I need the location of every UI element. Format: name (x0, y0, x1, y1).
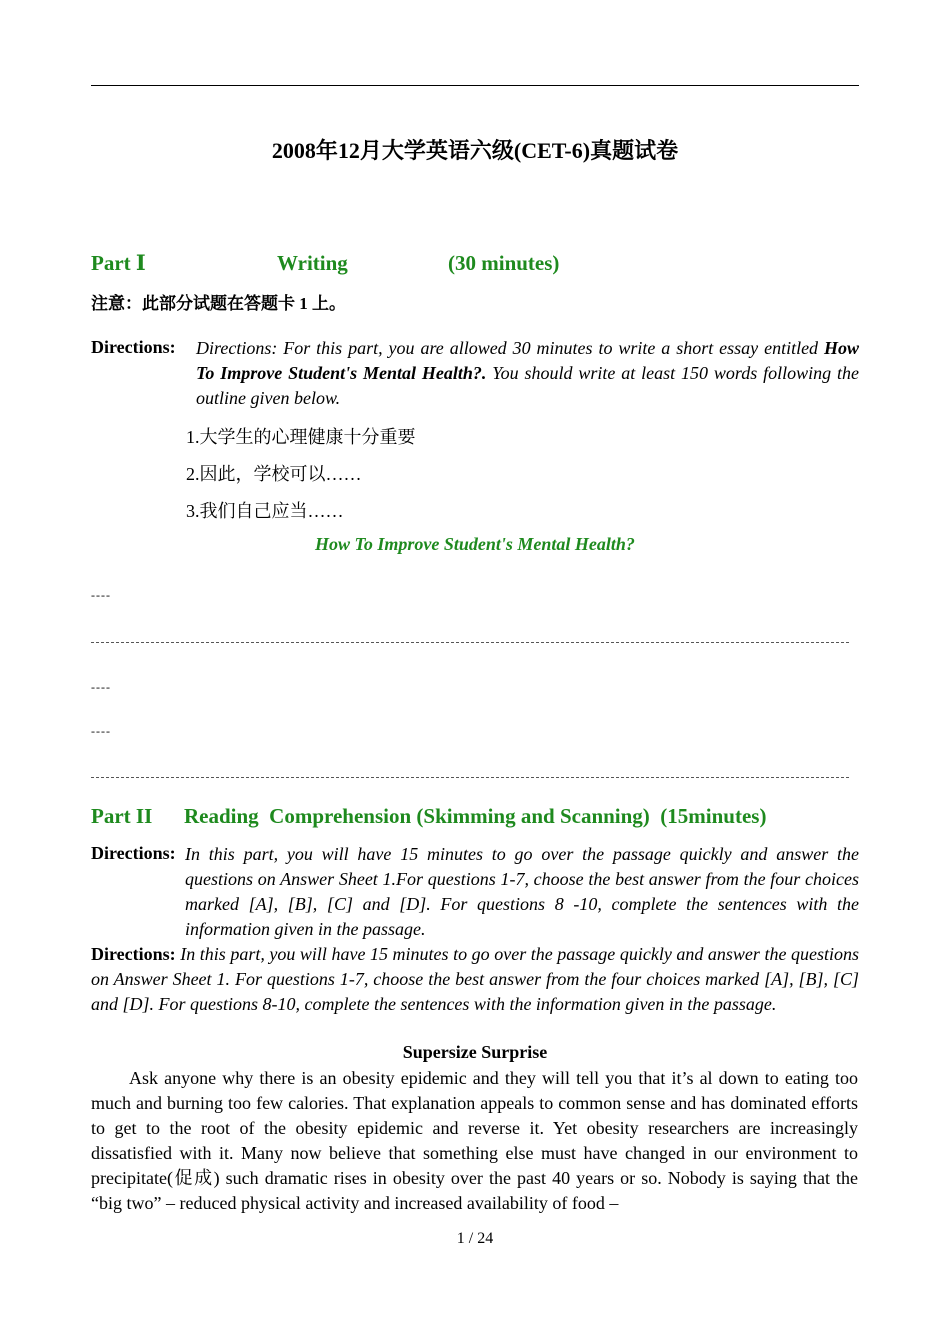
part1-directions-label: Directions: (91, 337, 176, 357)
part1-directions-pre: Directions: For this part, you are allowed 30 minutes to write a short essay entitled (196, 338, 824, 358)
part1-note: 注意：此部分试题在答题卡 1 上。 (91, 294, 346, 313)
part1-name: Writing (277, 251, 348, 275)
part1-time: (30 minutes) (448, 251, 560, 275)
part1-directions-text (196, 336, 859, 411)
top-rule (91, 85, 859, 86)
page-number: 1 / 24 (456, 1230, 494, 1247)
document-title: 2008年12月大学英语六级(CET-6)真题试卷 (271, 138, 679, 163)
part1-label: Part Ⅰ (91, 251, 146, 275)
essay-title: How To Improve Student's Mental Health? (315, 534, 635, 554)
answer-line (91, 777, 849, 778)
part2-directions-label-2: Directions: (91, 944, 176, 964)
outline-item-3: 3.我们自己应当…… (186, 501, 344, 521)
part1-directions-post: You should write at least 150 words following the outline given below. (196, 363, 859, 408)
answer-line-short: ---- (91, 588, 111, 602)
passage-paragraph: Ask anyone why there is an obesity epidemic and they will tell you that it’s al down to eating too much and burning too few calories. That explanation appeals to common sense and has dominated efforts to get to the root of the obesity epidemic and reverse it. Yet obesity researchers are increasingly dissatisfied with it. Many now believe that something else must have changed in our environment to precipitate(促成) such dramatic rises in obesity over the past 40 years or so. Nobody is saying that the “big two” – reduced physical activity and increased availability of food – (91, 1068, 858, 1213)
answer-line-short: ---- (91, 680, 111, 694)
part2-heading: Reading Comprehension (Skimming and Scanning) (15minutes) (184, 804, 767, 828)
part2-directions-block-2 (91, 942, 859, 1017)
outline-item-2: 2.因此，学校可以…… (186, 464, 362, 484)
part1-directions-essay-title: How To Improve Student's Mental Health?. (196, 338, 859, 383)
part2-directions-text-1: In this part, you will have 15 minutes to go over the passage quickly and answer the questions on Answer Sheet 1.For questions 1-7, choose the best answer from the four choices marked [A], [B], [C] and [D]. For questions 8 -10, complete the sentences with the information given in the passage. (185, 844, 859, 939)
answer-line (91, 642, 849, 643)
outline-item-1: 1.大学生的心理健康十分重要 (186, 427, 416, 447)
part2-label: Part II (91, 804, 153, 828)
answer-line-short: ---- (91, 724, 111, 738)
part2-directions-text-2: In this part, you will have 15 minutes to go over the passage quickly and answer the questions on Answer Sheet 1. For questions 1-7, choose the best answer from the four choices marked [A], [B], [C] and [D]. For questions 8-10, complete the sentences with the information given in the passage. (91, 944, 860, 1014)
passage-title: Supersize Surprise (402, 1042, 548, 1062)
part2-directions-label: Directions: (91, 843, 176, 863)
